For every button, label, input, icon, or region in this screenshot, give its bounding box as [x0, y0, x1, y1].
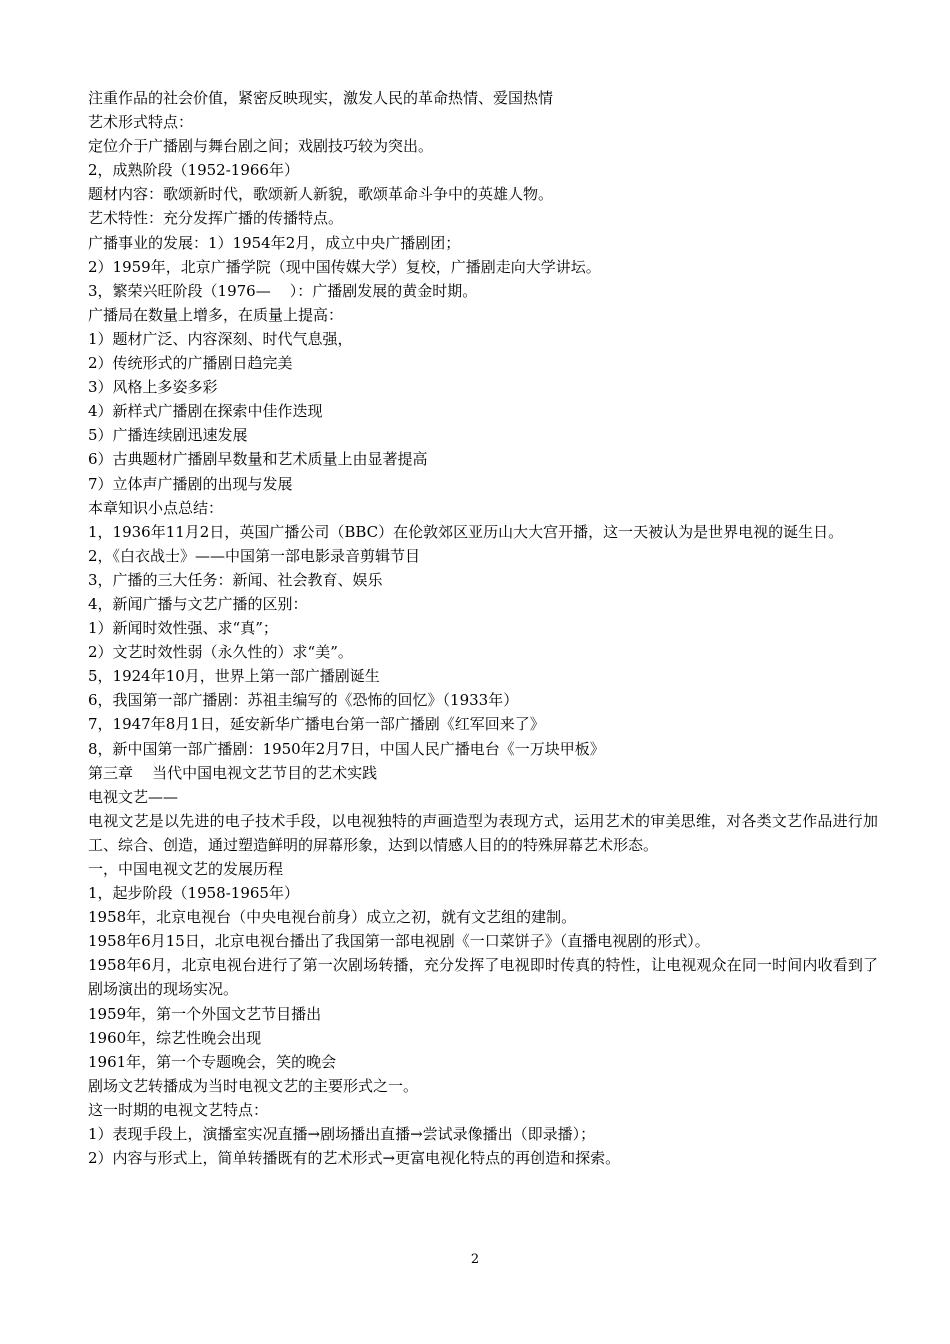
- text-line: 7，1947年8月1日，延安新华广播电台第一部广播剧《红军回来了》: [88, 715, 545, 734]
- text-line: 1961年，第一个专题晚会，笑的晚会: [88, 1052, 337, 1071]
- text-line: 广播事业的发展：1）1954年2月，成立中央广播剧团；: [88, 233, 461, 252]
- text-line: 2）传统形式的广播剧日趋完美: [88, 354, 293, 373]
- text-line: 3）风格上多姿多彩: [88, 378, 218, 397]
- text-line: 2）文艺时效性弱（永久性的）求“美”。: [88, 643, 353, 662]
- text-line: 这一时期的电视文艺特点：: [88, 1100, 269, 1119]
- text-line: 剧场文艺转播成为当时电视文艺的主要形式之一。: [88, 1076, 419, 1095]
- text-line: 8，新中国第一部广播剧：1950年2月7日，中国人民广播电台《一万块甲板》: [88, 739, 605, 758]
- text-line: 1958年，北京电视台（中央电视台前身）成立之初，就有文艺组的建制。: [88, 908, 577, 927]
- text-line: 4，新闻广播与文艺广播的区别：: [88, 594, 308, 613]
- text-line: 1）新闻时效性强、求“真”；: [88, 619, 278, 638]
- text-line: 1958年6月15日，北京电视台播出了我国第一部电视剧《一口菜饼子》（直播电视剧的形式）。: [88, 932, 710, 951]
- text-line: 3，广播的三大任务：新闻、社会教育、娱乐: [88, 570, 383, 589]
- text-body: [88, 86, 878, 1170]
- text-line: 艺术形式特点：: [88, 113, 194, 132]
- section-heading: 一，中国电视文艺的发展历程: [88, 860, 284, 878]
- text-paragraph: 电视文艺是以先进的电子技术手段，以电视独特的声画造型为表现方式，运用艺术的审美思维，对各类文艺作品进行加工、综合、创造，通过塑造鲜明的屏幕形象，达到以情感人目的的特殊屏幕艺术形态。: [88, 811, 878, 854]
- text-line: 1）题材广泛、内容深刻、时代气息强，: [88, 329, 353, 348]
- text-line: 1959年，第一个外国文艺节目播出: [88, 1004, 322, 1023]
- text-line: 1）表现手段上，演播室实况直播→剧场播出直播→尝试录像播出（即录播）；: [88, 1125, 596, 1144]
- text-line: 7）立体声广播剧的出现与发展: [88, 474, 293, 493]
- text-line: 题材内容：歌颂新时代，歌颂新人新貌，歌颂革命斗争中的英雄人物。: [88, 185, 554, 204]
- text-line: 4）新样式广播剧在探索中佳作迭现: [88, 402, 323, 421]
- text-line: 6）古典题材广播剧早数量和艺术质量上由显著提高: [88, 450, 428, 469]
- text-line: 1，起步阶段（1958-1965年）: [88, 884, 299, 903]
- text-line: 2，《白衣战士》——中国第一部电影录音剪辑节目: [88, 546, 421, 565]
- text-line: 1960年，综艺性晚会出现: [88, 1028, 262, 1047]
- text-line: 本章知识小点总结：: [88, 498, 224, 517]
- page-number: 2: [470, 1252, 480, 1267]
- text-line: 广播局在数量上增多，在质量上提高：: [88, 305, 344, 324]
- text-line: 6，我国第一部广播剧：苏祖圭编写的《恐怖的回忆》（1933年）: [88, 691, 519, 710]
- text-paragraph: 1958年6月，北京电视台进行了第一次剧场转播，充分发挥了电视即时传真的特性，让电视观众在同一时间内收看到了剧场演出的现场实况。: [88, 956, 878, 999]
- text-line: 5）广播连续剧迅速发展: [88, 426, 248, 445]
- text-paragraph: 1，1936年11月2日，英国广播公司（BBC）在伦敦郊区亚历山大大宫开播，这一天被认为是世界电视的诞生日。: [88, 522, 844, 541]
- chapter-heading: 第三章 当代中国电视文艺节目的艺术实践: [88, 763, 378, 782]
- text-line: 定位介于广播剧与舞台剧之间；戏剧技巧较为突出。: [88, 137, 434, 156]
- text-line: 2，成熟阶段（1952-1966年）: [88, 161, 299, 180]
- text-line: 电视文艺——: [88, 787, 179, 806]
- text-line: 2）内容与形式上，简单转播既有的艺术形式→更富电视化特点的再创造和探索。: [88, 1149, 621, 1168]
- text-line: 2）1959年，北京广播学院（现中国传媒大学）复校，广播剧走向大学讲坛。: [88, 257, 601, 276]
- text-line: 5，1924年10月，世界上第一部广播剧诞生: [88, 667, 380, 686]
- text-line: 3，繁荣兴旺阶段（1976— ）：广播剧发展的黄金时期。: [88, 281, 478, 300]
- text-line: 艺术特性：充分发挥广播的传播特点。: [88, 209, 344, 228]
- text-line: 注重作品的社会价值，紧密反映现实，激发人民的革命热情、爱国热情: [88, 89, 554, 107]
